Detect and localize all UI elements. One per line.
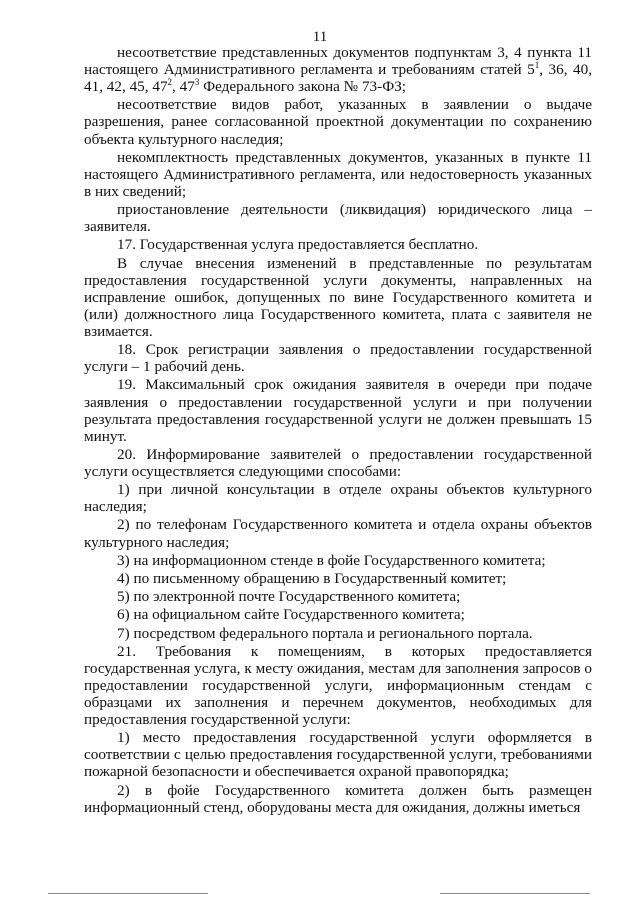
paragraph-6: В случае внесения изменений в представленные по результатам предоставления государственной услуги документы, направленных на исправление ошибок, допущенных по вине Государственного комитета и (или) должностного лица Государственного комитета, плата с заявителя не взимается.: [84, 254, 592, 340]
paragraph-9: 20. Информирование заявителей о предоставлении государственной услуги осуществляется следующими способами:: [84, 445, 592, 480]
paragraph-12: 3) на информационном стенде в фойе Государственного комитета;: [117, 551, 546, 569]
document-body: [84, 44, 592, 817]
paragraph-11: 2) по телефонам Государственного комитета и отдела охраны объектов культурного наследия;: [84, 516, 592, 551]
paragraph-7: 18. Срок регистрации заявления о предоставлении государственной услуги – 1 рабочий день.: [84, 341, 592, 376]
paragraph-19: 2) в фойе Государственного комитета должен быть размещен информационный стенд, оборудованы места для ожидания, должны иметься: [84, 781, 592, 816]
paragraph-8: 19. Максимальный срок ожидания заявителя в очереди при подаче заявления о предоставлении государственной услуги и при получении результата предоставления государственной услуги не должен превышать 15 минут.: [84, 376, 592, 445]
paragraph-5: 17. Государственная услуга предоставляется бесплатно.: [117, 236, 479, 254]
paragraph-1-text-end: Федерального закона № 73-ФЗ;: [199, 78, 407, 96]
paragraph-15: 6) на официальном сайте Государственного комитета;: [117, 606, 465, 624]
paragraph-17: 21. Требования к помещениям, в которых предоставляется государственная услуга, к месту ожидания, местам для заполнения запросов о предоставлении государственной услуги, информационным стендам с образцами их заполнения и перечнем документов, необходимых для предоставления государственной услуги:: [84, 642, 592, 729]
bottom-scan-edge-right: [440, 893, 590, 894]
paragraph-18: 1) место предоставления государственной услуги оформляется в соответствии с целью предоставления государственной услуги, требованиями пожарной безопасности и обеспечивается охраной правопорядка;: [84, 729, 592, 781]
paragraph-10: 1) при личной консультации в отделе охраны объектов культурного наследия;: [84, 481, 592, 516]
page-number: 11: [312, 29, 328, 45]
paragraph-1-text-mid2: , 47: [172, 78, 195, 96]
superscript-3: 3: [194, 77, 200, 88]
superscript-1: 1: [534, 60, 540, 71]
paragraph-13: 4) по письменному обращению в Государственный комитет;: [117, 569, 507, 587]
paragraph-1-text-start: несоответствие представленных документов подпунктам 3, 4 пункта 11 настоящего Административного регламента и требованиям статей 5: [84, 44, 592, 79]
paragraph-16: 7) посредством федерального портала и регионального портала.: [117, 624, 533, 642]
superscript-2: 2: [167, 77, 173, 88]
bottom-scan-edge-left: [48, 893, 208, 894]
paragraph-14: 5) по электронной почте Государственного комитета;: [117, 588, 461, 606]
paragraph-1: [84, 44, 592, 95]
paragraph-4: приостановление деятельности (ликвидация) юридического лица – заявителя.: [84, 201, 592, 236]
paragraph-3: некомплектность представленных документов, указанных в пункте 11 настоящего Административного регламента, или недостоверность указанных в них сведений;: [84, 148, 592, 200]
paragraph-1-text-mid: , 36, 40, 41, 42, 45, 47: [84, 61, 592, 96]
paragraph-2: несоответствие видов работ, указанных в заявлении о выдаче разрешения, ранее согласованной проектной документации по сохранению объекта культурного наследия;: [84, 96, 592, 148]
